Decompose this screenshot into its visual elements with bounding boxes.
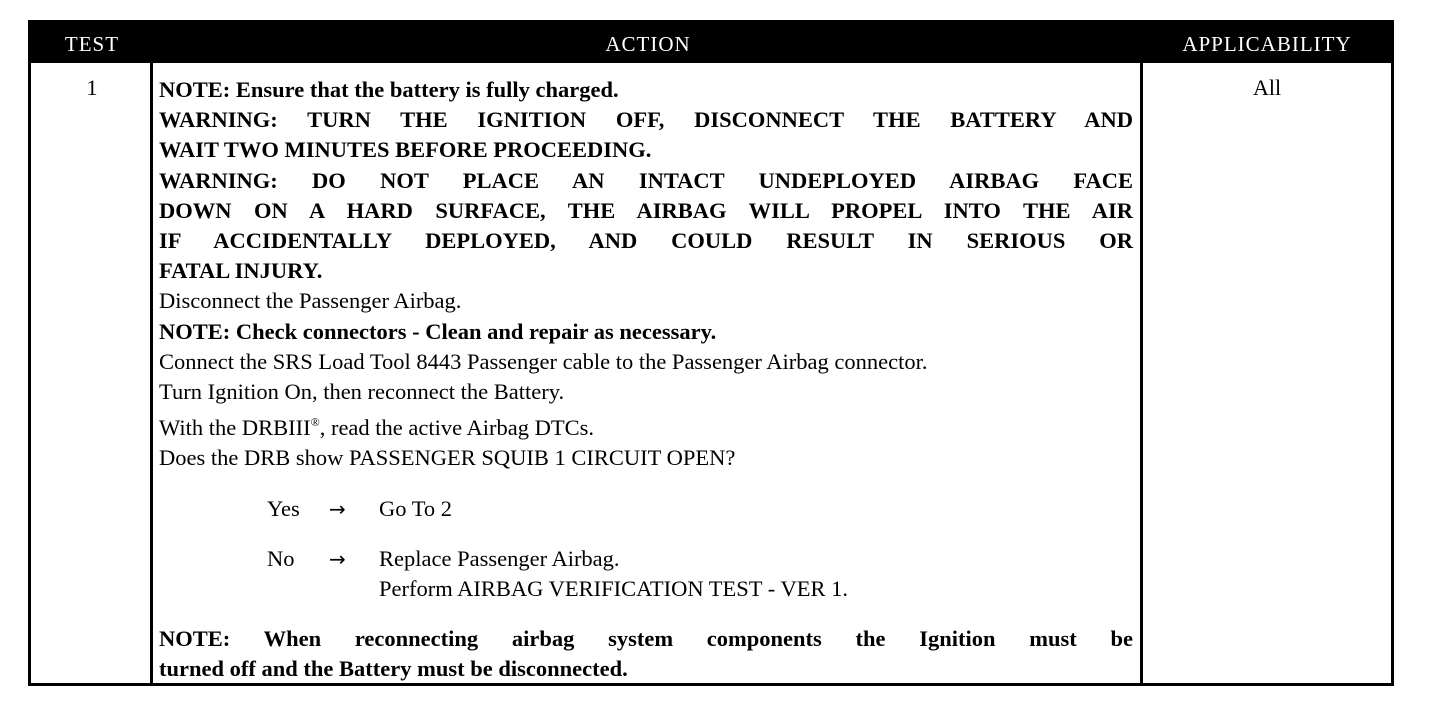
note-battery-charged: NOTE: Ensure that the battery is fully charged. [159, 77, 619, 102]
step-disconnect-airbag: Disconnect the Passenger Airbag. [159, 288, 462, 314]
step-connect-load-tool: Connect the SRS Load Tool 8443 Passenger cable to the Passenger Airbag connector. [159, 348, 928, 374]
branch-no-label: No [267, 545, 295, 571]
warning-airbag-line-3: IF ACCIDENTALLY DEPLOYED, AND COULD RESULT IN SERIOUS OR [159, 228, 1133, 254]
arrow-right-icon: → [329, 546, 346, 571]
note-reconnecting-line-1: NOTE: When reconnecting airbag system components the Ignition must be [159, 625, 1133, 651]
header-applicability: APPLICABILITY [1182, 32, 1352, 56]
test-question: Does the DRB show PASSENGER SQUIB 1 CIRCUIT OPEN? [159, 445, 736, 471]
action-cell [159, 75, 1133, 684]
applicability-value: All [1252, 75, 1282, 100]
note-reconnecting-line-2: turned off and the Battery must be disconnected. [159, 656, 628, 682]
warning-airbag-line-2: DOWN ON A HARD SURFACE, THE AIRBAG WILL PROPEL INTO THE AIR [159, 197, 1133, 223]
branch-no-action-line-2: Perform AIRBAG VERIFICATION TEST - VER 1. [379, 575, 848, 601]
column-divider [150, 63, 153, 683]
branch-no [267, 544, 1133, 574]
branch-yes-action: Go To 2 [379, 495, 453, 521]
registered-mark: ® [310, 415, 320, 430]
header-action: ACTION [605, 32, 691, 56]
diagnostic-table [28, 20, 1394, 686]
warning-ignition-line-1: WARNING: TURN THE IGNITION OFF, DISCONNECT THE BATTERY AND [159, 107, 1133, 133]
table-header-row [31, 23, 1391, 63]
arrow-right-icon: → [329, 496, 346, 521]
branch-no-action-line-1: Replace Passenger Airbag. [379, 545, 620, 571]
step-read-dtcs-pre: With the DRBIII [159, 415, 311, 441]
test-number: 1 [86, 75, 98, 100]
branch-yes-label: Yes [267, 495, 300, 521]
warning-ignition-line-2: WAIT TWO MINUTES BEFORE PROCEEDING. [159, 137, 652, 163]
note-check-connectors: NOTE: Check connectors - Clean and repair as necessary. [159, 318, 717, 344]
branch-yes [267, 494, 1133, 524]
header-test: TEST [64, 32, 120, 56]
step-ignition-on: Turn Ignition On, then reconnect the Battery. [159, 379, 565, 405]
column-divider [1140, 63, 1143, 683]
warning-airbag-line-1: WARNING: DO NOT PLACE AN INTACT UNDEPLOYED AIRBAG FACE [159, 167, 1133, 193]
step-read-dtcs-post: , read the active Airbag DTCs. [319, 415, 594, 441]
step-read-dtcs [159, 407, 1133, 443]
warning-airbag-line-4: FATAL INJURY. [159, 258, 323, 284]
